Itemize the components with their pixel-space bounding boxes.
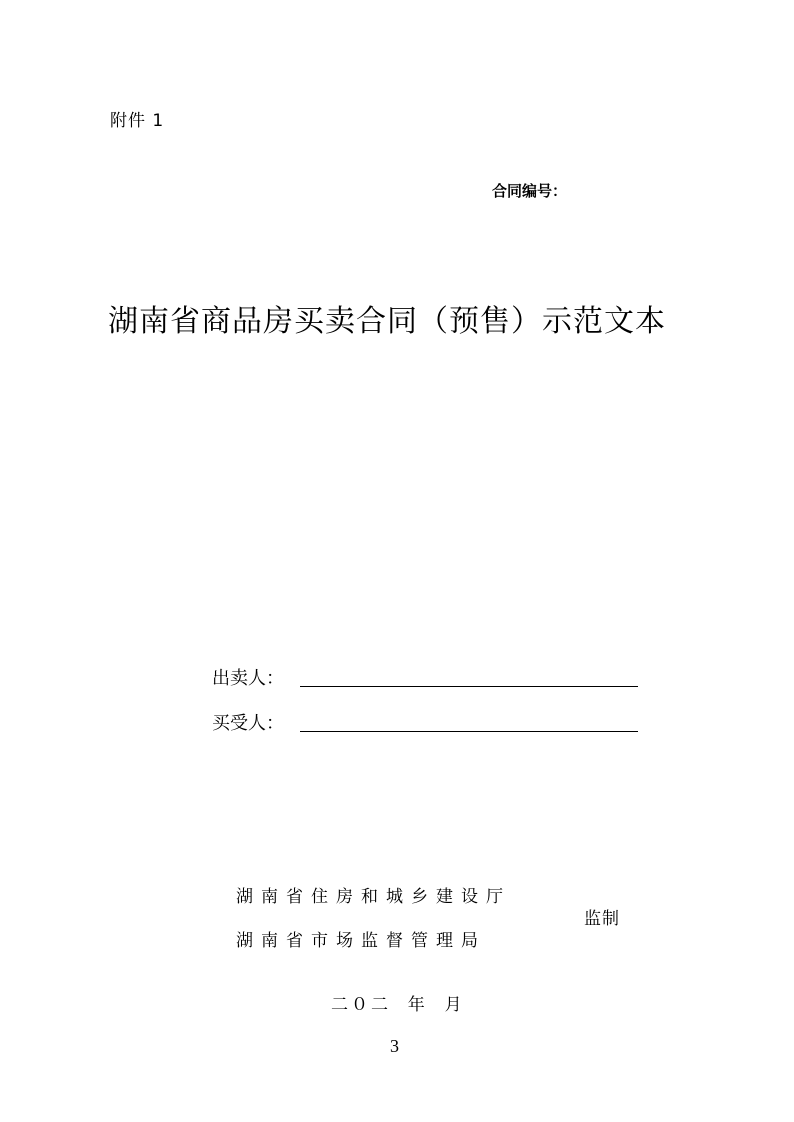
buyer-label: 买受人： (212, 713, 284, 734)
buyer-signature-line (300, 731, 638, 732)
seller-signature-line (300, 686, 638, 687)
supervise-label: 监制 (584, 909, 620, 929)
document-title: 湖南省商品房买卖合同（预售）示范文本 (108, 304, 666, 339)
issuing-authority-market: 湖南省市场监督管理局 (236, 931, 486, 951)
contract-number-label: 合同编号： (492, 182, 568, 200)
attachment-label: 附件 1 (110, 111, 165, 131)
seller-row (212, 660, 638, 690)
issuing-authority-housing: 湖南省住房和城乡建设厅 (236, 887, 511, 907)
page-number: 3 (390, 1036, 399, 1056)
date-line: 二０二 年 月 (331, 995, 465, 1015)
seller-label: 出卖人： (212, 668, 284, 689)
buyer-row (212, 705, 638, 735)
